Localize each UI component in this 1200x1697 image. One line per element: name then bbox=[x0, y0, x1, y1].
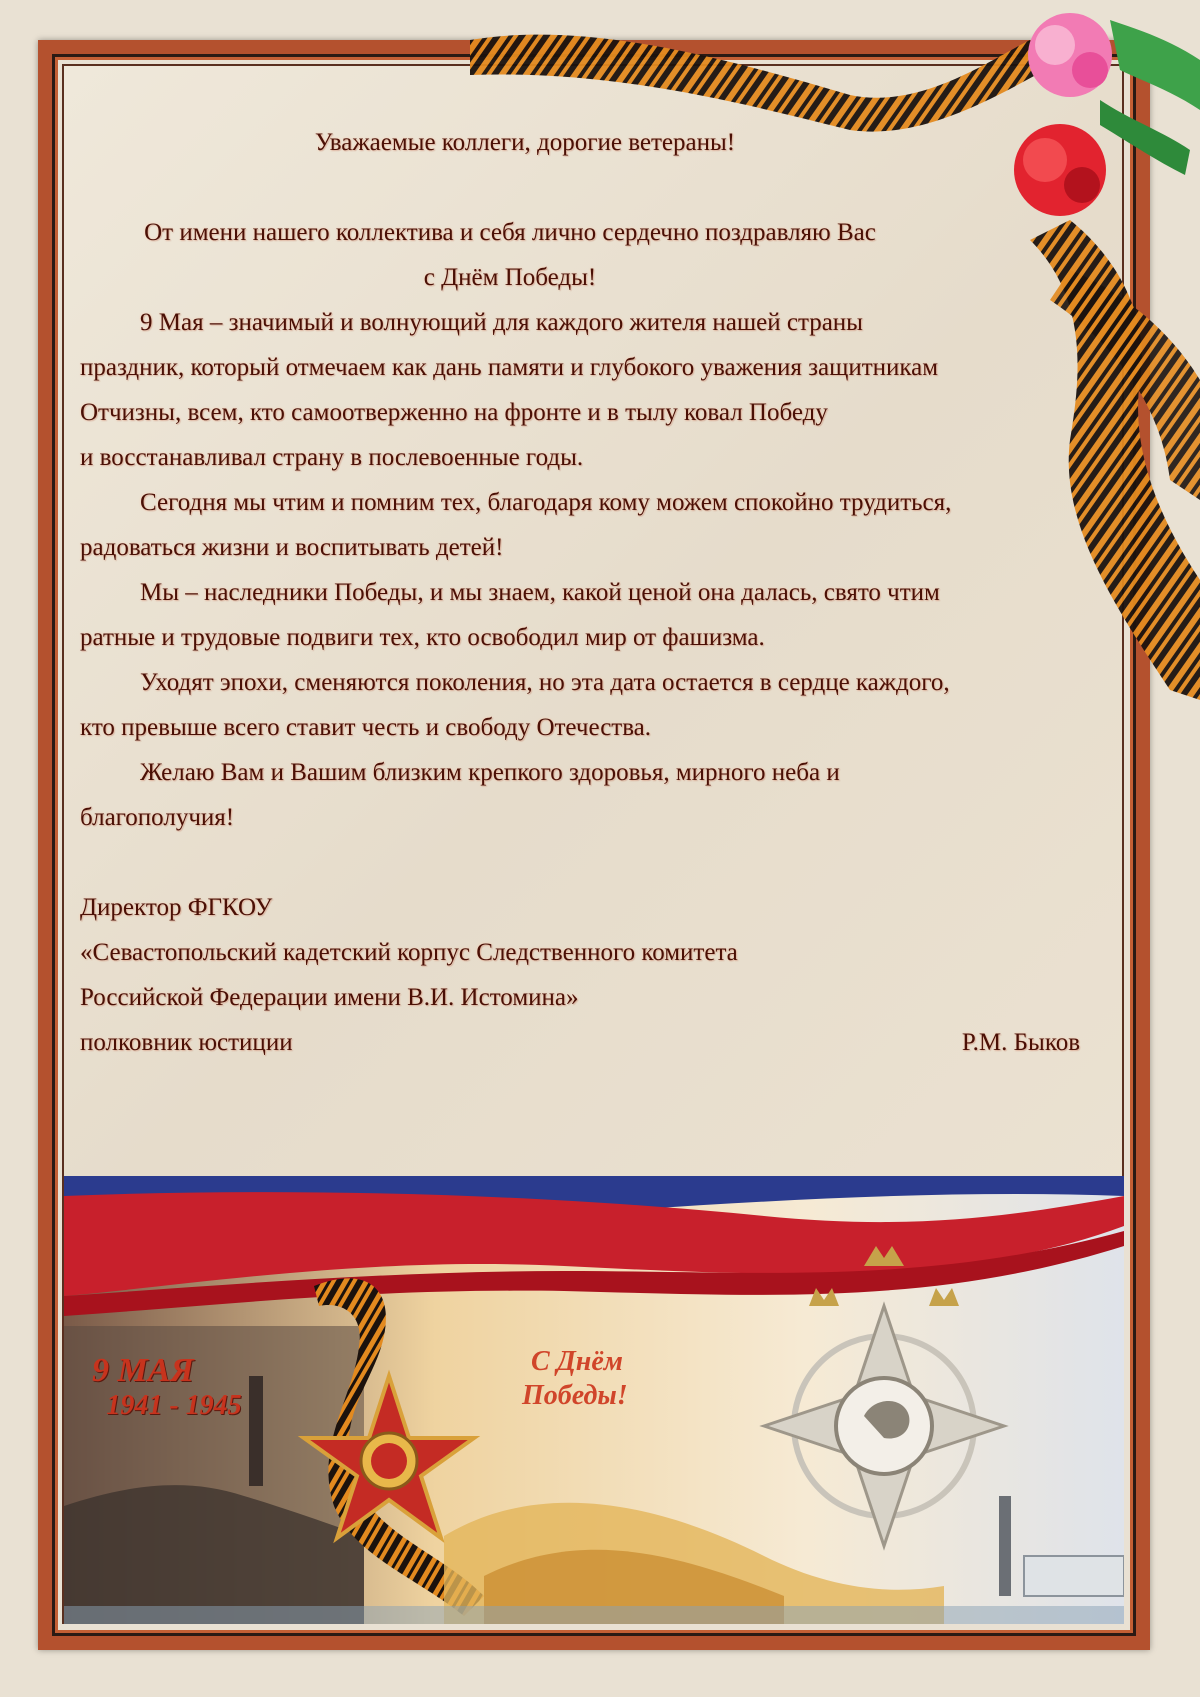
letter-body bbox=[80, 120, 1110, 1065]
greeting-line-victory: с Днём Победы! bbox=[423, 264, 597, 291]
signature-rank: полковник юстиции bbox=[80, 1029, 293, 1056]
banner-years: 1941 - 1945 bbox=[106, 1390, 242, 1421]
signature-row bbox=[80, 1020, 1080, 1065]
victory-day-banner bbox=[64, 1176, 1124, 1624]
paragraph-line: Уходят эпохи, сменяются поколения, но эта дата остается в сердце каждого, bbox=[140, 669, 950, 696]
paragraph-line: кто превыше всего ставит честь и свободу Отечества. bbox=[80, 714, 652, 741]
paragraph-line: и восстанавливал страну в послевоенные годы. bbox=[80, 444, 584, 471]
paragraph-line: ратные и трудовые подвиги тех, кто освободил мир от фашизма. bbox=[80, 624, 765, 651]
paragraph-line: Сегодня мы чтим и помним тех, благодаря кому можем спокойно трудиться, bbox=[140, 489, 952, 516]
banner-greeting-line-1: С Днём bbox=[531, 1346, 623, 1377]
signature-name: Р.М. Быков bbox=[961, 1029, 1080, 1056]
paragraph-line: праздник, который отмечаем как дань памяти и глубокого уважения защитникам bbox=[80, 354, 939, 381]
paragraph-line: Желаю Вам и Вашим близким крепкого здоровья, мирного неба и bbox=[140, 759, 840, 786]
salutation: Уважаемые коллеги, дорогие ветераны! bbox=[314, 129, 736, 156]
paragraph-line: радоваться жизни и воспитывать детей! bbox=[80, 534, 504, 561]
signature-title: Директор ФГКОУ bbox=[80, 894, 273, 921]
banner-date-title: 9 МАЯ bbox=[92, 1352, 194, 1389]
paragraph-line: благополучия! bbox=[80, 804, 235, 831]
signature-organization: «Севастопольский кадетский корпус Следственного комитета bbox=[80, 939, 738, 966]
paragraph-line: 9 Мая – значимый и волнующий для каждого жителя нашей страны bbox=[140, 309, 863, 336]
paragraph-line: Отчизны, всем, кто самоотверженно на фронте и в тылу ковал Победу bbox=[80, 399, 828, 426]
greeting-line: От имени нашего коллектива и себя лично сердечно поздравляю Вас bbox=[144, 219, 876, 246]
paragraph-line: Мы – наследники Победы, и мы знаем, какой ценой она далась, свято чтим bbox=[140, 579, 940, 606]
signature-organization-cont: Российской Федерации имени В.И. Истомина» bbox=[80, 984, 579, 1011]
banner-greeting-line-2: Победы! bbox=[522, 1380, 628, 1411]
